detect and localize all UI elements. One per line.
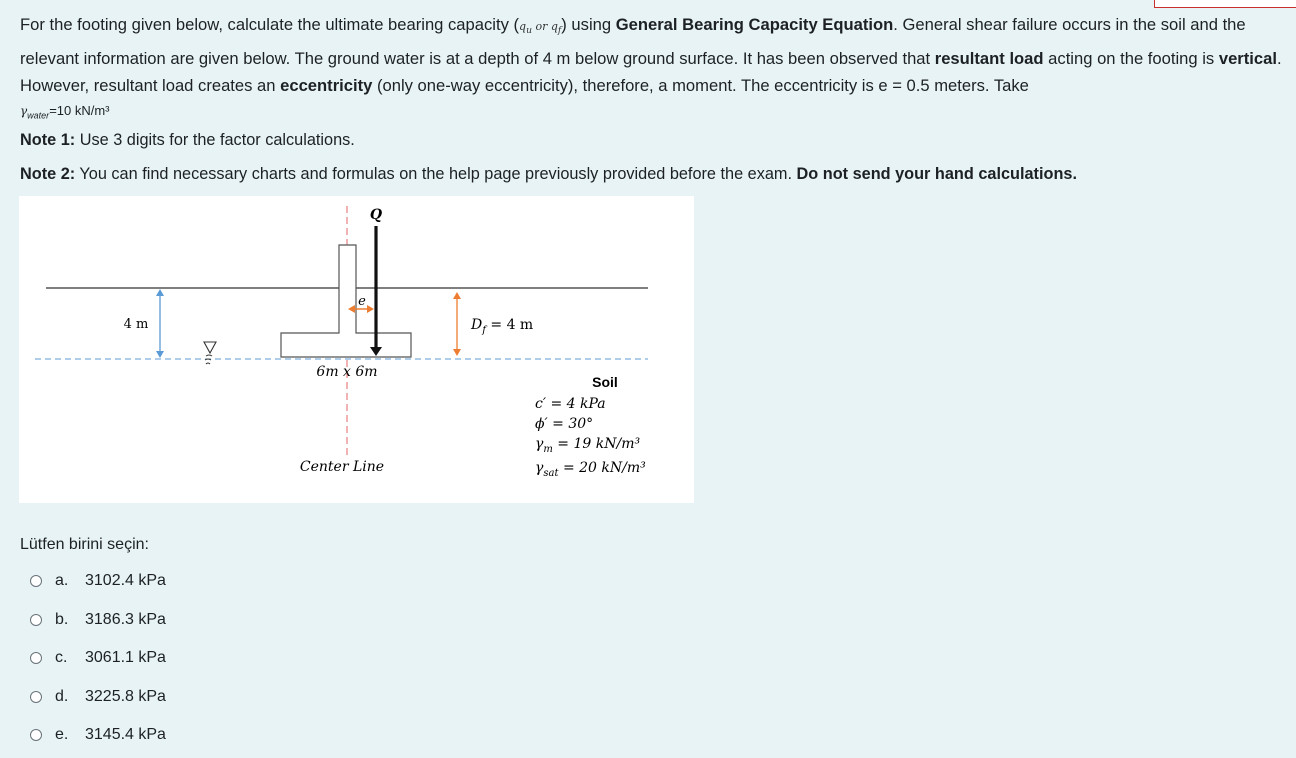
answer-section — [20, 536, 166, 755]
option-value: 3061.1 kPa — [85, 649, 166, 667]
question-paragraph — [20, 11, 1282, 100]
footing-size-label: 6m x 6m — [316, 364, 378, 380]
answer-options — [20, 562, 166, 755]
note-2: Note 2: You can find necessary charts and formulas on the help page previously provided before the exam. Do not send your hand calculations. — [20, 165, 1077, 184]
option-letter: b. — [55, 610, 69, 628]
soil-moist-unit-weight: $\gamma_m = 19$ kN/m³ — [535, 436, 641, 455]
radio-button[interactable] — [30, 614, 42, 626]
question-text-part: ) using — [561, 15, 616, 34]
gamma-water-value: $\gamma_{water}=10$ kN/m³ — [20, 102, 110, 121]
option-value: 3186.3 kPa — [85, 610, 166, 628]
question-text-part: . However, resultant load creates an — [20, 48, 1282, 96]
radio-button[interactable] — [30, 575, 42, 587]
answer-option-d[interactable] — [20, 678, 166, 717]
emphasis-text: resultant load — [934, 48, 1044, 68]
emphasis-text: vertical — [1218, 48, 1277, 68]
water-table-lines — [205, 355, 212, 364]
option-value: 3225.8 kPa — [85, 687, 166, 705]
answer-option-b[interactable] — [20, 601, 166, 640]
depth-arrowhead-top — [156, 289, 164, 296]
question-text-part: . General shear failure occurs in the soil and the relevant information are given below. The ground water is at a depth of 4 m below ground surface. It has been observed that — [20, 15, 1246, 68]
corner-indicator — [1154, 0, 1296, 8]
answer-prompt: Lütfen birini seçin: — [20, 536, 149, 553]
note-1: Note 1: Use 3 digits for the factor calculations. — [20, 130, 355, 149]
eccentricity-label: e — [358, 294, 366, 309]
water-depth-label: 4 m — [123, 317, 149, 332]
radio-button[interactable] — [30, 729, 42, 741]
option-value: 3145.4 kPa — [85, 726, 166, 744]
q-symbol: $q_u$ or $q_f$ — [519, 20, 562, 37]
df-arrowhead-top — [453, 292, 461, 299]
radio-button[interactable] — [30, 691, 42, 703]
option-letter: c. — [55, 649, 68, 667]
depth-arrowhead-bottom — [156, 351, 164, 358]
answer-option-e[interactable] — [20, 716, 166, 755]
option-letter: a. — [55, 572, 69, 590]
question-text — [20, 11, 1282, 189]
center-line-label: Center Line — [299, 459, 385, 475]
footing-shape — [281, 245, 411, 357]
soil-friction-angle: ϕ′ = 30° — [535, 416, 594, 432]
answer-option-c[interactable] — [20, 639, 166, 678]
water-table-icon — [204, 342, 216, 353]
option-letter: e. — [55, 726, 69, 744]
soil-cohesion: c′ = 4 kPa — [535, 396, 606, 412]
df-arrowhead-bottom — [453, 349, 461, 356]
question-text-part: acting on the footing is — [1043, 48, 1219, 68]
load-label: Q — [369, 207, 383, 223]
emphasis-text: eccentricity — [280, 76, 373, 96]
soil-sat-unit-weight: $\gamma_{sat} = 20$ kN/m³ — [535, 460, 646, 479]
ecc-arrowhead-right — [367, 305, 374, 313]
df-label: $D_f = 4$ m — [471, 317, 534, 336]
emphasis-text: General Bearing Capacity Equation — [615, 15, 894, 34]
footing-diagram — [19, 196, 694, 503]
answer-option-a[interactable] — [20, 562, 166, 601]
soil-title: Soil — [592, 374, 618, 390]
option-value: 3102.4 kPa — [85, 572, 166, 590]
question-text-part: For the footing given below, calculate the ultimate bearing capacity ( — [20, 15, 520, 34]
question-text-part: (only one-way eccentricity), therefore, a moment. The eccentricity is e = 0.5 meters. Take — [372, 76, 1029, 96]
radio-button[interactable] — [30, 652, 42, 664]
option-letter: d. — [55, 687, 69, 705]
